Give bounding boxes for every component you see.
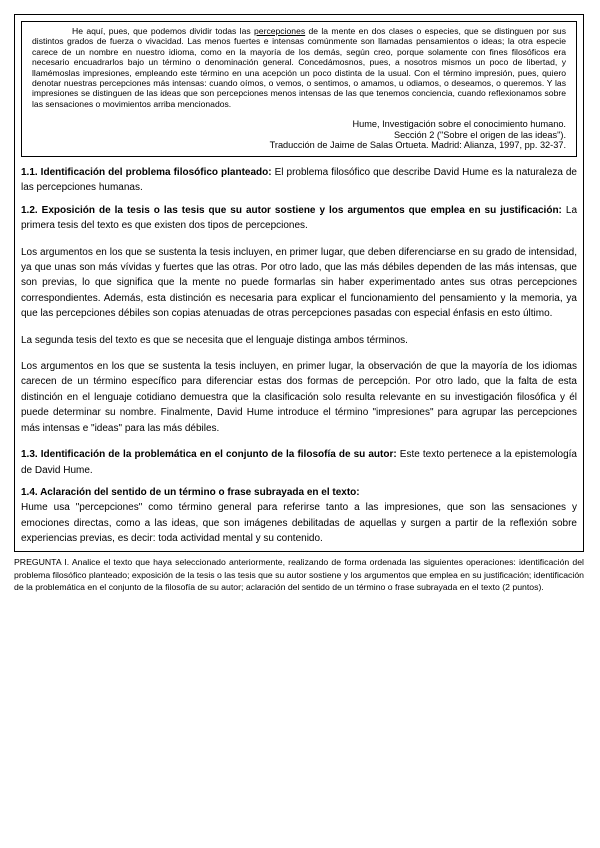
section-1-3-heading: 1.3. Identificación de la problemática en el conjunto de la filosofía de su autor: <box>21 449 397 461</box>
arguments-thesis-2: Los argumentos en los que se sustenta la tesis incluyen, en primer lugar, la observación de que la mayoría de los idiomas carecen de un término específico para diferenciar estas dos formas de percepción. Por otro lado, que la falta de esta distinción en el lenguaje cotidiano demuestra que la clasificación solo resulta relevante en su investigación filosófica y él puede determinar su nombre. Finalmente, David Hume introduce el término "impresiones" para agrupar las percepciones más intensas e "ideas" para las más débiles. <box>21 361 577 434</box>
citation-line-3: Traducción de Jaime de Salas Ortueta. Madrid: Alianza, 1997, pp. 32-37. <box>269 140 566 151</box>
citation-line-1: Hume, Investigación sobre el conocimiento humano. <box>352 119 566 130</box>
section-1-4-text: Hume usa "percepciones" como término general para referirse tanto a las impresiones, que son las sensaciones y emociones directas, como a las ideas, que son imágenes debilitadas de aquellas y surgen a partir de la reflexión sobre experiencias previas, es decir: toda actividad mental y su contenido. <box>21 502 577 545</box>
arguments-thesis-1: Los argumentos en los que se sustenta la tesis incluyen, en primer lugar, que deben diferenciarse en su grado de intensidad, ya que unas son más vívidas y fuertes que las otras. Por otro lado, que las más débiles dependen de las más intensas, que son previas, lo que significa que la mente no puede formarlas sin haber experimentado antes sus otras percepciones correspondientes. Además, esta distinción es necesaria para explicar el funcionamiento del pensamiento y la memoria, ya que las percepciones débiles son copias atenuadas de otras percepciones pasadas con especial énfasis en esto último. <box>21 246 577 320</box>
section-1-3-text: Este texto pertenece a la epistemología de David Hume. <box>21 449 577 476</box>
section-1-3 <box>21 447 577 478</box>
citation <box>32 119 566 151</box>
answer-frame <box>14 14 584 552</box>
quote-text-rest: de la mente en dos clases o especies, que se distinguen por sus distintos grados de fuerza o vivacidad. Las menos fuertes e intensas comúnmente son llamadas pensamientos o ideas; la otra especie carece de un nombre en nuestro idioma, como en la mayoría de los demás, según creo, porque solamente con fines filosóficos era necesario encuadrarlos bajo un término o denominación general. Concedámosnos, pues, a nosotros mismos un poco de libertad, y llamémoslas impresiones, empleando este término en una acepción un poco distinta de la usual. Con el término impresión, pues, quiero denotar nuestras percepciones más intensas: cuando oímos, o vemos, o sentimos, o amamos, u odiamos, o deseamos, o queremos. Y las impresiones se distinguen de las ideas que son percepciones menos intensas de las que tenemos conciencia, cuando reflexionamos sobre las sensaciones o movimientos arriba mencionados. <box>32 26 567 109</box>
section-1-4-heading: 1.4. Aclaración del sentido de un término o frase subrayada en el texto: <box>21 486 360 498</box>
thesis-2: La segunda tesis del texto es que se necesita que el lenguaje distinga ambos términos. <box>21 334 408 346</box>
section-1-4 <box>21 485 577 547</box>
section-1-2 <box>21 203 577 234</box>
section-1-2-heading: 1.2. Exposición de la tesis o las tesis que su autor sostiene y los argumentos que emplea en su justificación: <box>21 204 562 216</box>
question-statement: PREGUNTA I. Analice el texto que haya seleccionado anteriormente, realizando de forma ordenada las siguientes operaciones: identificación del problema filosófico planteado; exposición de la tesis o las tesis que su autor sostiene y los argumentos que emplea en su justificación; identificación de la problemática en el conjunto de la filosofía de su autor; aclaración del sentido de un término o frase subrayada en el texto (2 puntos). <box>14 557 584 593</box>
quote-text-start: He aquí, pues, que podemos dividir todas las <box>72 26 255 36</box>
quote-paragraph <box>32 26 566 109</box>
section-1-1 <box>21 165 577 196</box>
section-1-1-heading: 1.1. Identificación del problema filosófico planteado: <box>21 167 272 178</box>
underlined-term: percepciones <box>254 26 306 36</box>
section-1-1-text: El problema filosófico que describe David Hume es la naturaleza de las percepciones humanas. <box>21 167 577 194</box>
citation-line-2: Sección 2 ("Sobre el origen de las ideas"). <box>394 129 566 140</box>
analysis-body <box>21 165 577 554</box>
section-1-2-text: La primera tesis del texto es que existen dos tipos de percepciones. <box>21 204 577 232</box>
hume-quote-box <box>21 21 577 157</box>
